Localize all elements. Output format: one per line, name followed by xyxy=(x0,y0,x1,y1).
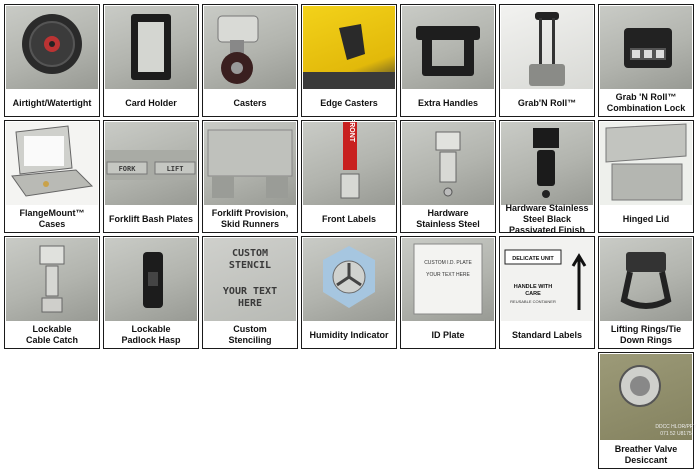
feature-edge-casters[interactable] xyxy=(301,4,397,117)
feature-label: Breather Valve Desiccant xyxy=(614,443,678,465)
skid-runner-icon xyxy=(204,122,296,205)
feature-extra-handles[interactable] xyxy=(400,4,496,117)
combination-lock-icon xyxy=(600,6,692,89)
feature-label: Standard Labels xyxy=(511,329,583,340)
breather-text2: 071 52 U8175 xyxy=(660,431,692,437)
breather-text1: DDCC HLOR/PRY xyxy=(655,424,697,430)
feature-forklift-provision-skid-runners[interactable] xyxy=(202,120,298,233)
open-case-icon xyxy=(6,122,98,205)
caster-wheel-icon xyxy=(204,6,296,89)
standard-labels-icon xyxy=(501,238,593,321)
id-plate-line2: YOUR TEXT HERE xyxy=(426,272,470,278)
handle-line2: CARE xyxy=(525,291,541,297)
stainless-latch-icon xyxy=(402,122,494,205)
padlock-hasp-icon xyxy=(105,238,197,321)
stencil-line2: STENCIL xyxy=(228,260,272,271)
black-latch-icon xyxy=(501,122,593,205)
feature-label: Card Holder xyxy=(125,97,177,108)
card-holder-icon xyxy=(105,6,197,89)
feature-label: Grab 'N Roll™ Combination Lock xyxy=(606,92,686,113)
bash-plate-icon xyxy=(105,122,197,205)
feature-label: Custom Stenciling xyxy=(228,324,272,345)
feature-hardware-stainless-steel[interactable] xyxy=(400,120,496,233)
front-label-icon xyxy=(303,117,395,205)
stencil-icon xyxy=(204,238,296,321)
feature-label: Hardware Stainless Steel Black Passivated Finish xyxy=(505,202,589,235)
feature-custom-stenciling[interactable] xyxy=(202,236,298,349)
cable-catch-icon xyxy=(6,238,98,321)
id-plate-line1: CUSTOM I.D. PLATE xyxy=(424,260,472,266)
id-plate-icon xyxy=(402,238,494,321)
feature-label: Hardware Stainless Steel xyxy=(416,208,480,229)
feature-label: FlangeMount™ Cases xyxy=(19,208,85,229)
feature-label: Edge Casters xyxy=(320,97,378,108)
breather-valve-icon xyxy=(600,354,697,440)
delicate-text: DELICATE UNIT xyxy=(512,256,554,262)
humidity-indicator-icon xyxy=(303,238,395,321)
feature-hinged-lid[interactable] xyxy=(598,120,694,233)
telescoping-handle-icon xyxy=(501,6,593,89)
feature-label: Lockable Cable Catch xyxy=(25,324,78,345)
feature-casters[interactable] xyxy=(202,4,298,117)
feature-lockable-cable-catch[interactable] xyxy=(4,236,100,349)
handle-line1: HANDLE WITH xyxy=(513,284,553,290)
feature-label: Lockable Padlock Hasp xyxy=(121,324,181,345)
feature-card-holder[interactable] xyxy=(103,4,199,117)
fork-text: FORK xyxy=(118,165,136,173)
feature-label: Hinged Lid xyxy=(622,213,670,224)
feature-front-labels[interactable] xyxy=(301,117,397,233)
feature-forklift-bash-plates[interactable] xyxy=(103,120,199,233)
feature-flangemount-cases[interactable] xyxy=(4,120,100,233)
hinged-lid-icon xyxy=(600,122,692,205)
lifting-ring-icon xyxy=(600,238,692,321)
feature-id-plate[interactable] xyxy=(400,236,496,349)
lift-text: LIFT xyxy=(166,165,184,173)
stencil-line4: HERE xyxy=(237,298,263,309)
feature-label: Forklift Bash Plates xyxy=(108,213,194,224)
feature-airtight-watertight[interactable] xyxy=(4,4,100,117)
stencil-line1: CUSTOM xyxy=(231,248,269,259)
feature-lockable-padlock-hasp[interactable] xyxy=(103,236,199,349)
feature-label: Humidity Indicator xyxy=(309,329,389,340)
feature-label: ID Plate xyxy=(431,329,465,340)
feature-grab-n-roll[interactable] xyxy=(499,4,595,117)
feature-grab-n-roll-combination-lock[interactable] xyxy=(598,4,694,117)
feature-humidity-indicator[interactable] xyxy=(301,236,397,349)
feature-lifting-rings[interactable] xyxy=(598,236,694,349)
feature-label: Airtight/Watertight xyxy=(12,97,92,108)
pressure-valve-icon xyxy=(6,6,98,89)
feature-breather-valve[interactable] xyxy=(598,352,697,469)
reusable-text: REUSABLE CONTAINER xyxy=(510,299,556,304)
feature-label: Extra Handles xyxy=(417,97,479,108)
feature-label: Grab'N Roll™ xyxy=(517,97,577,108)
feature-label: Forklift Provision, Skid Runners xyxy=(211,208,289,229)
feature-label: Casters xyxy=(233,97,267,108)
stencil-line3: YOUR TEXT xyxy=(222,286,278,297)
feature-standard-labels[interactable] xyxy=(499,236,595,349)
feature-label: Front Labels xyxy=(321,213,376,224)
feature-label: Lifting Rings/Tie Down Rings xyxy=(610,324,682,345)
feature-hardware-stainless-steel-black[interactable] xyxy=(499,120,595,233)
edge-caster-icon xyxy=(303,6,395,89)
front-label-text: FRONT xyxy=(348,117,355,143)
handle-icon xyxy=(402,6,494,89)
